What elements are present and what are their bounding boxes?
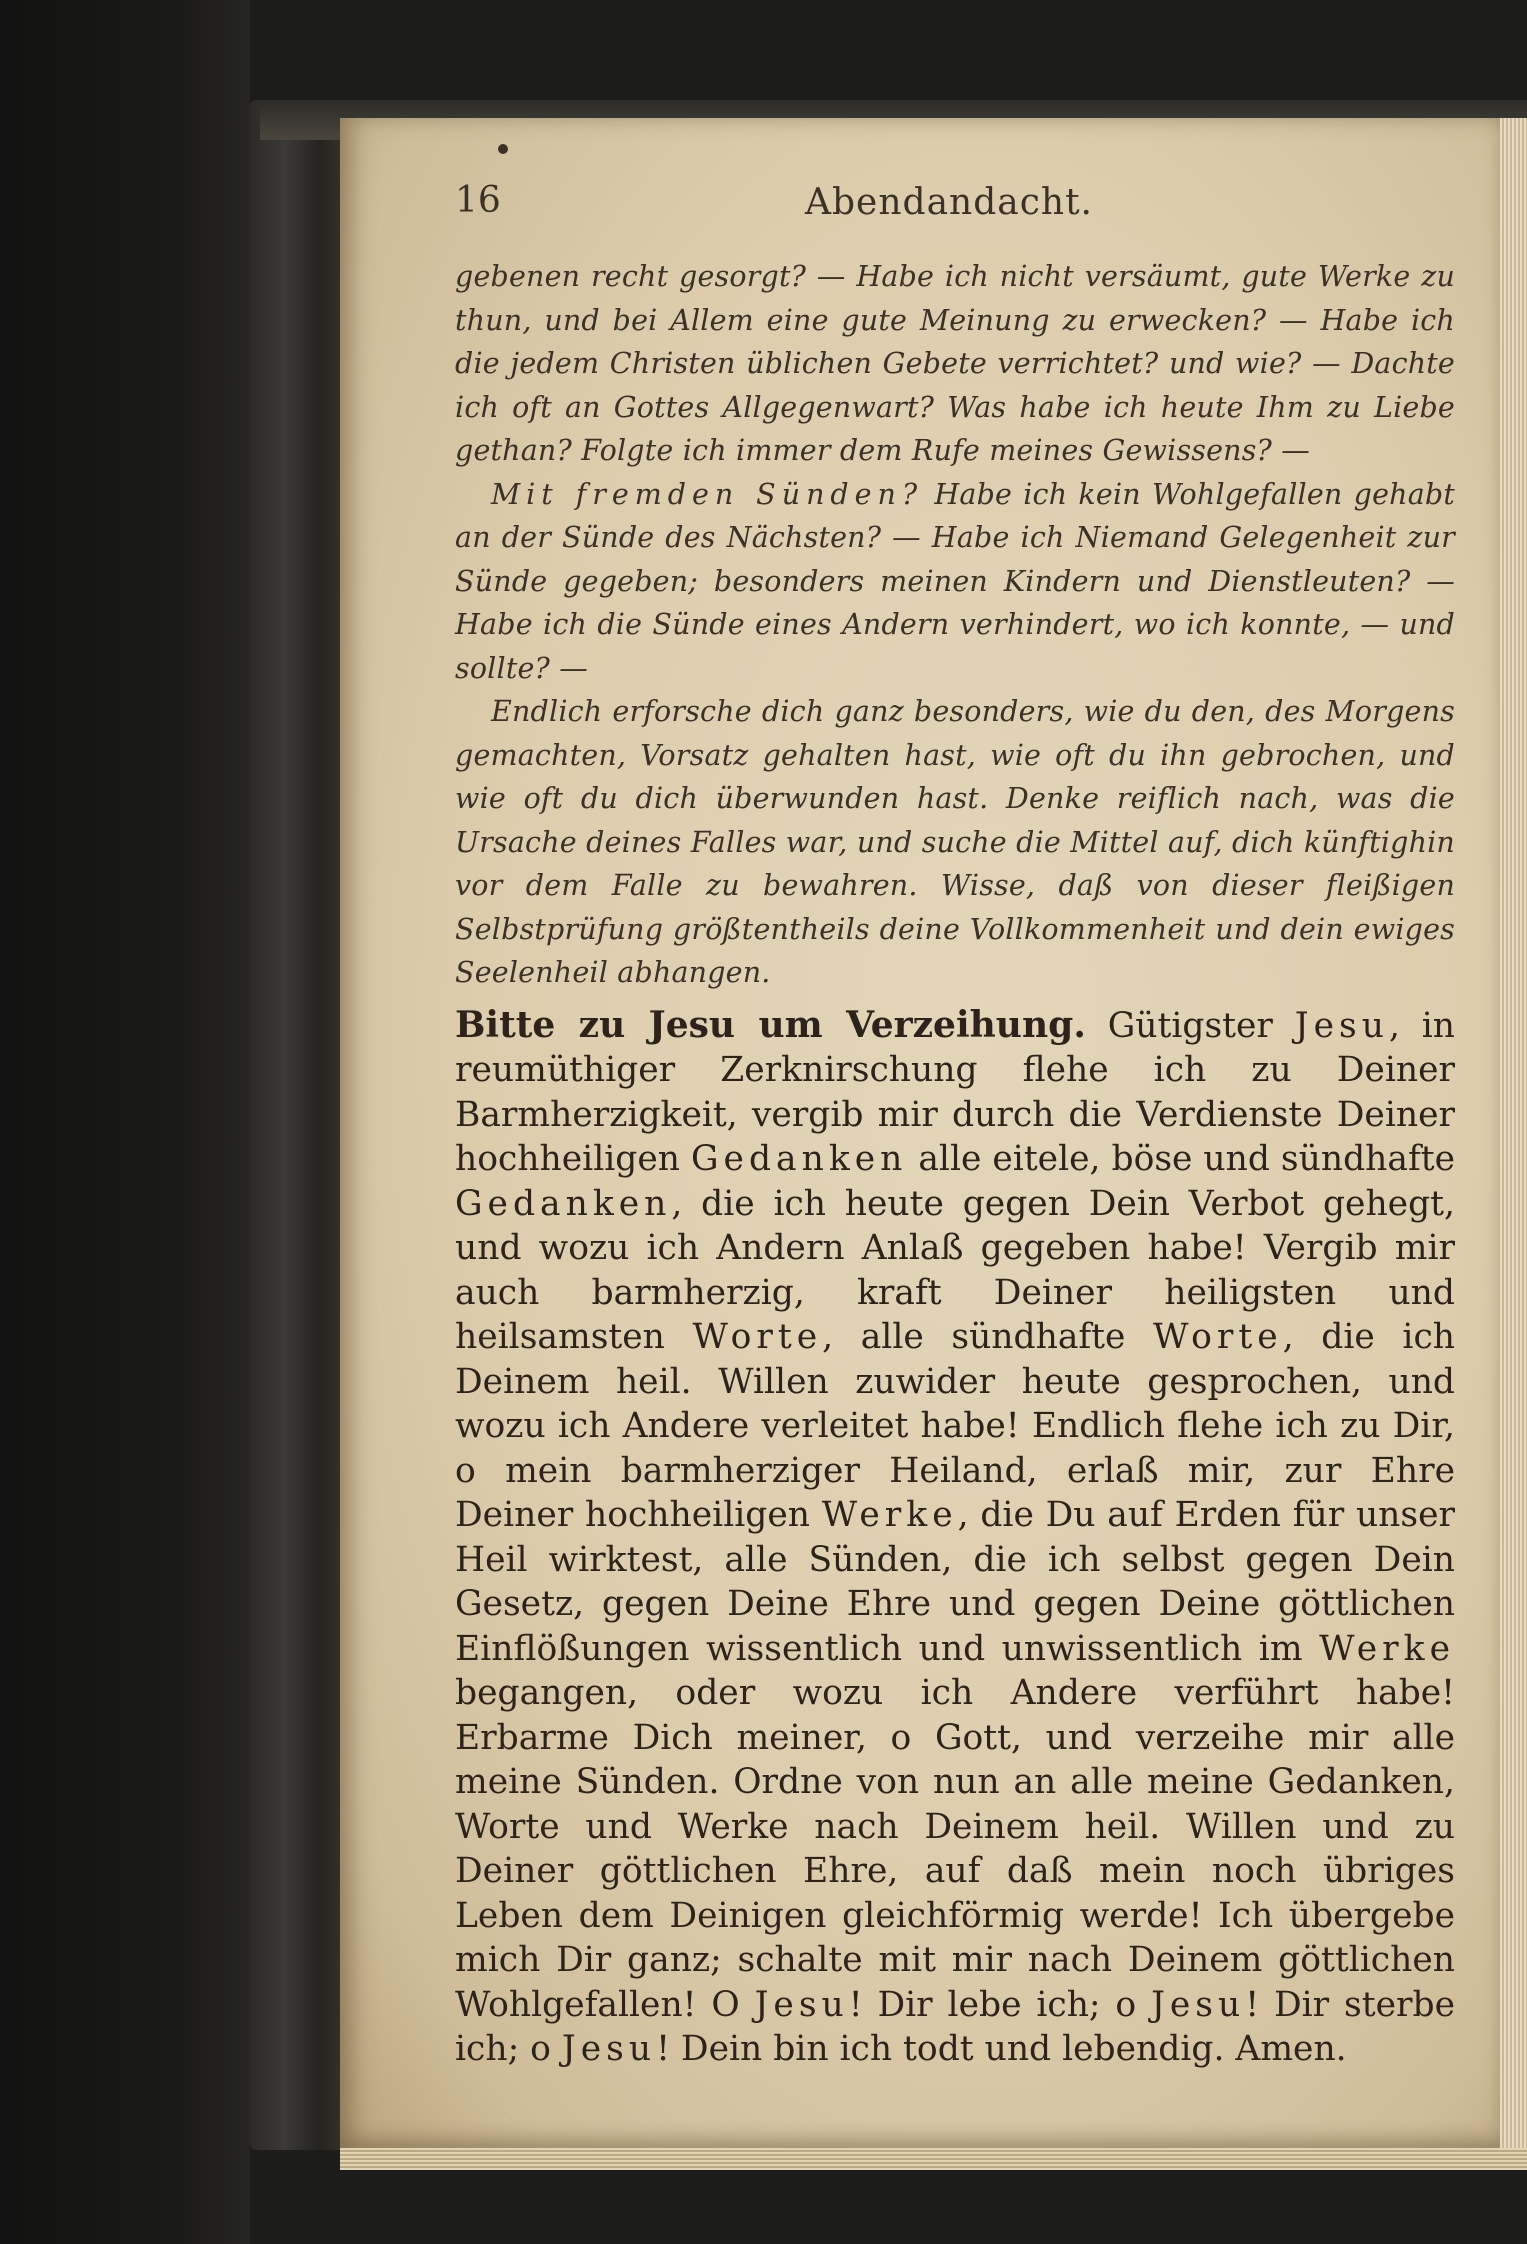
prayer-text: Gütigster <box>1085 1005 1295 1046</box>
paragraph-1: gebenen recht gesorgt? — Habe ich nicht versäumt, gute Werke zu thun, und bei Allem eine gute Meinung zu erwecken? — Habe ich die jedem Christen üblichen Gebete verrichtet? und wie? — Dachte ich oft an Gottes Allgegenwart? Was habe ich heute Ihm zu Liebe gethan? Folgte ich immer dem Rufe meines Gewissens? — <box>455 260 1455 467</box>
prayer-emphasis: Gedanken <box>455 1183 672 1224</box>
prayer-text: begangen, oder wozu ich Andere verführt habe! Erbarme Dich meiner, o Gott, und verzeihe mir alle meine Sünden. Ordne von nun an alle meine Gedanken, Worte und Werke nach Deinem heil. Willen und zu Deiner göttlichen Ehre, auf daß mein noch übriges Leben dem Deinigen gleichförmig werde! Ich übergebe mich Dir ganz; schalte mit mir nach Deinem göttlichen Wohlgefallen! O <box>455 1673 1455 2025</box>
prayer-text: , in reumüthiger Zerknirschung flehe ich zu Deiner Barmherzigkeit, vergib mir durch die Verdienste Deiner hochheiligen <box>455 1005 1455 1179</box>
background-left <box>0 0 250 2244</box>
prayer-paragraph <box>455 1003 1455 2072</box>
prayer-emphasis: Jesu <box>1294 1005 1389 1046</box>
paragraph-2-body: Habe ich kein Wohlgefallen gehabt an der Sünde des Nächsten? — Habe ich Niemand Gelegenheit zur Sünde gegeben; besonders meinen Kindern und Dienstleuten? — Habe ich die Sünde eines Andern verhindert, wo ich konnte, — und sollte? — <box>455 477 1455 685</box>
prayer-emphasis: Werke <box>1319 1628 1455 1669</box>
prayer-emphasis: Werke <box>821 1495 958 1535</box>
page-number: 16 <box>455 180 501 221</box>
ink-dot <box>498 144 508 154</box>
prayer-emphasis: Jesu <box>561 2029 657 2069</box>
prayer-text: ! Dein bin ich todt und lebendig. Amen. <box>656 2029 1347 2069</box>
paragraph-3: Endlich erforsche dich ganz besonders, wie du den, des Morgens gemachten, Vorsatz gehalten hast, wie oft du ihn gebrochen, und wie oft du dich überwunden hast. Denke reiflich nach, was die Ursache deines Falles war, und suche die Mittel auf, dich künftighin vor dem Falle zu bewahren. Wisse, daß von dieser fleißigen Selbstprüfung größtentheils deine Vollkommenheit und dein ewiges Seelenheil abhangen. <box>455 695 1455 989</box>
prayer-text: alle eitele, böse und sündhafte <box>907 1139 1455 1179</box>
prayer-text: , die ich heute gegen Dein Verbot gehegt, und wozu ich Andern Anlaß gegeben habe! Vergib mir auch barmherzig, kraft Deiner heiligsten und heilsamsten <box>455 1183 1455 1357</box>
prayer-text: ! Dir lebe ich; o <box>848 1984 1152 2025</box>
prayer-emphasis: Worte <box>1153 1317 1283 1357</box>
prayer-emphasis: Jesu <box>754 1984 849 2025</box>
prayer-emphasis: Worte <box>692 1317 823 1357</box>
page-header <box>455 180 1455 240</box>
prayer-text: , alle sündhafte <box>822 1317 1154 1357</box>
prayer-text: ! Dir sterbe ich; o <box>455 1984 1455 2069</box>
paragraph-2-lead: Mit fremden Sünden? <box>491 477 924 511</box>
prayer-emphasis: Gedanken <box>690 1139 908 1179</box>
prayer-text: , die ich Deinem heil. Willen zuwider heute gesprochen, und wozu ich Andere verleitet habe! Endlich flehe ich zu Dir, o mein barmherziger Heiland, erlaß mir, zur Ehre Deiner hochheiligen <box>455 1317 1455 1535</box>
prayer-heading: Bitte zu Jesu um Verzeihung. <box>455 1003 1086 1046</box>
paragraph-2 <box>455 473 1455 691</box>
book-spine <box>250 100 350 2150</box>
prayer-text: , die Du auf Erden für unser Heil wirktest, alle Sünden, die ich selbst gegen Dein Gesetz, gegen Deine Ehre und gegen Deine göttlichen Einflößungen wissentlich und unwissentlich im <box>455 1495 1455 1669</box>
running-head: Abendandacht. <box>805 182 1093 223</box>
page-edges-bottom <box>340 2148 1527 2170</box>
examination-section <box>455 255 1455 995</box>
page-text <box>455 255 1455 2072</box>
page-edges-right <box>1500 118 1527 2148</box>
prayer-emphasis: Jesu <box>1151 1984 1246 2025</box>
